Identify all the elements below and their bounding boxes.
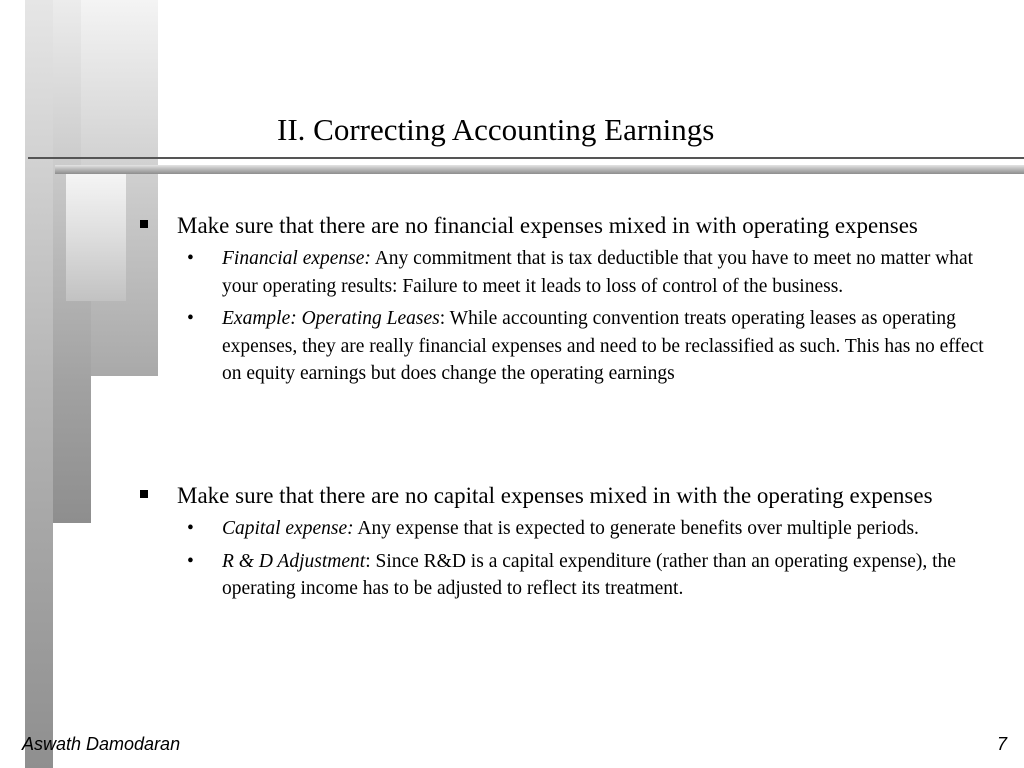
sub-bullet-item bbox=[187, 245, 992, 300]
sub-bullet-list bbox=[140, 245, 1000, 388]
page-number: 7 bbox=[996, 734, 1007, 754]
sub-bullet-text: Any commitment that is tax deductible that you have to meet no matter what your operating results: Failure to meet it leads to loss of control of the business. bbox=[222, 248, 974, 297]
dot-bullet-icon: • bbox=[187, 308, 194, 329]
sub-bullet-text: : While accounting convention treats operating leases as operating expenses, they are really financial expenses and need to be reclassified as such. This has no effect on equity earnings but does change the operating earnings bbox=[222, 308, 984, 384]
main-bullet-capital bbox=[140, 481, 1000, 608]
sub-bullet-item bbox=[187, 305, 992, 388]
sub-bullet-term: Financial expense: bbox=[222, 248, 371, 269]
sub-bullet-item bbox=[187, 548, 992, 603]
slide-title: II. Correcting Accounting Earnings bbox=[277, 112, 715, 147]
sub-bullet-term: Capital expense: bbox=[222, 518, 354, 539]
square-bullet-icon bbox=[140, 490, 148, 498]
dot-bullet-icon: • bbox=[187, 248, 194, 269]
footer-author: Aswath Damodaran bbox=[22, 734, 181, 754]
sub-bullet-item bbox=[187, 515, 992, 543]
dot-bullet-icon: • bbox=[187, 518, 194, 539]
sub-bullet-list bbox=[140, 515, 1000, 603]
main-bullet-financial bbox=[140, 211, 1000, 393]
main-bullet-text: Make sure that there are no capital expenses mixed in with the operating expenses bbox=[177, 483, 933, 508]
sub-bullet-term: Example: Operating Leases bbox=[222, 308, 440, 329]
sub-bullet-term: R & D Adjustment bbox=[222, 550, 366, 572]
square-bullet-icon bbox=[140, 220, 148, 228]
main-bullet-text: Make sure that there are no financial expenses mixed in with operating expenses bbox=[177, 213, 918, 238]
sub-bullet-text: : Since R&D is a capital expenditure (rather than an operating expense), the operating income has to be adjusted to reflect its treatment. bbox=[222, 550, 956, 599]
dot-bullet-icon: • bbox=[187, 550, 194, 572]
sub-bullet-text: Any expense that is expected to generate benefits over multiple periods. bbox=[353, 518, 919, 539]
